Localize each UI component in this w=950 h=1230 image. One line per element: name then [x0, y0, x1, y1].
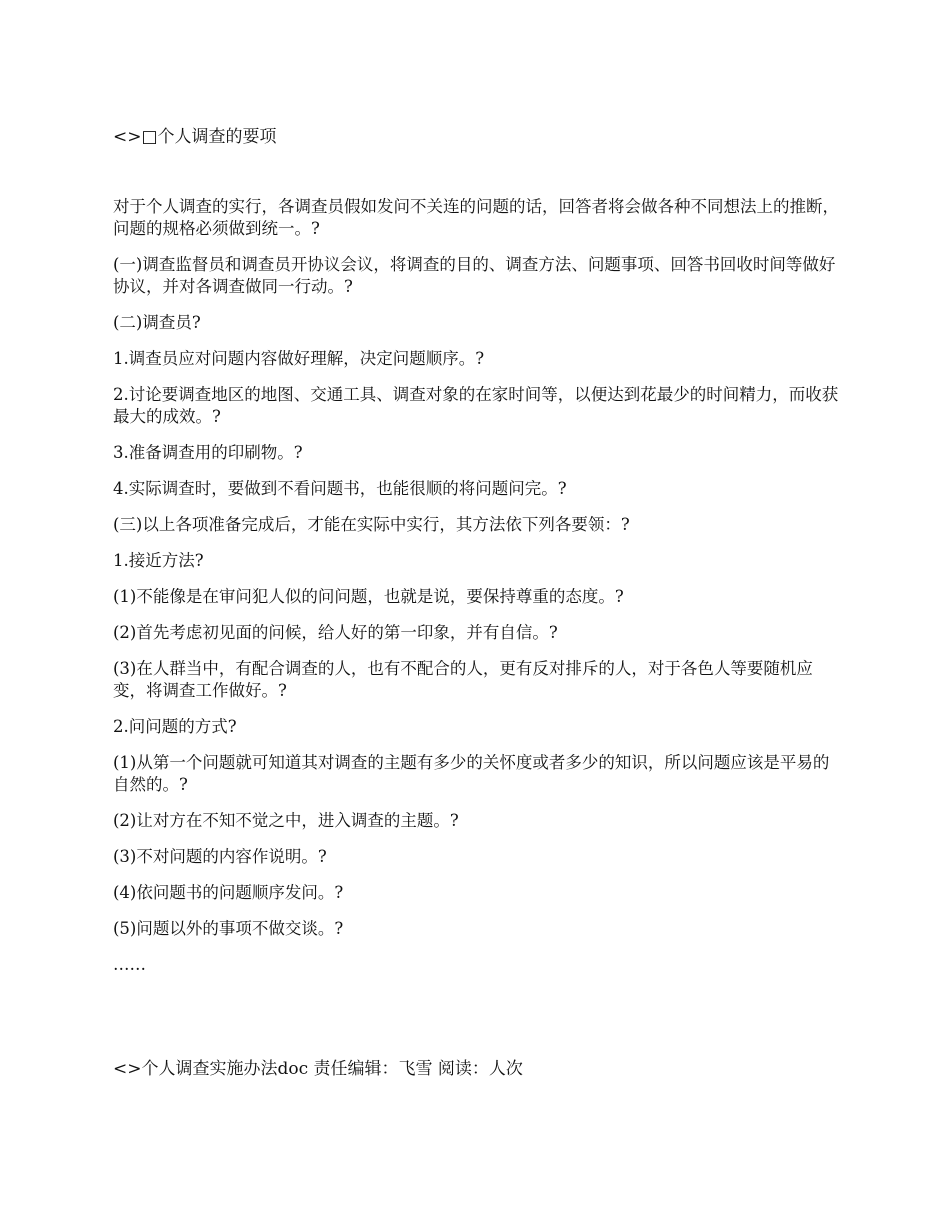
paragraph-section-2-heading: (二)调查员?: [113, 313, 201, 332]
paragraph-item: (1)不能像是在审问犯人似的问问题，也就是说，要保持尊重的态度。?: [113, 587, 624, 606]
paragraph-item: (1)从第一个问题就可知道其对调查的主题有多少的关怀度或者多少的知识，所以问题应该是平易的自然的。?: [113, 753, 830, 794]
paragraph-ellipsis: ……: [113, 955, 146, 974]
paragraph-item: (4)依问题书的问题顺序发问。?: [113, 883, 344, 902]
document-body: [113, 196, 841, 990]
paragraph-subheading: 2.问问题的方式?: [113, 717, 237, 736]
document-footer: <>个人调查实施办法doc 责任编辑：飞雪 阅读：人次: [113, 1059, 523, 1079]
paragraph-item: (2)首先考虑初见面的问候，给人好的第一印象，并有自信。?: [113, 623, 558, 642]
paragraph-item: 2.讨论要调查地区的地图、交通工具、调查对象的在家时间等，以便达到花最少的时间精力，而收获最大的成效。?: [113, 385, 839, 426]
paragraph-subheading: 1.接近方法?: [113, 551, 204, 570]
paragraph-section-1: (一)调查监督员和调查员开协议会议，将调查的目的、调查方法、问题事项、回答书回收时间等做好协议，并对各调查做同一行动。?: [113, 255, 836, 296]
paragraph-item: 1.调查员应对问题内容做好理解，决定问题顺序。?: [113, 349, 485, 368]
paragraph-item: (2)让对方在不知不觉之中，进入调查的主题。?: [113, 811, 459, 830]
paragraph-item: (3)不对问题的内容作说明。?: [113, 847, 327, 866]
paragraph-section-3: (三)以上各项准备完成后，才能在实际中实行，其方法依下列各要领：?: [113, 515, 630, 534]
document-title: <>□个人调查的要项: [113, 127, 277, 147]
paragraph-item: (3)在人群当中，有配合调查的人，也有不配合的人，更有反对排斥的人，对于各色人等要随机应变，将调查工作做好。?: [113, 659, 813, 700]
paragraph-intro: 对于个人调查的实行，各调查员假如发问不关连的问题的话，回答者将会做各种不同想法上的推断，问题的规格必须做到统一。?: [113, 197, 839, 238]
paragraph-item: 4.实际调查时，要做到不看问题书，也能很顺的将问题问完。?: [113, 479, 567, 498]
paragraph-item: (5)问题以外的事项不做交谈。?: [113, 919, 344, 938]
paragraph-item: 3.准备调查用的印刷物。?: [113, 443, 303, 462]
